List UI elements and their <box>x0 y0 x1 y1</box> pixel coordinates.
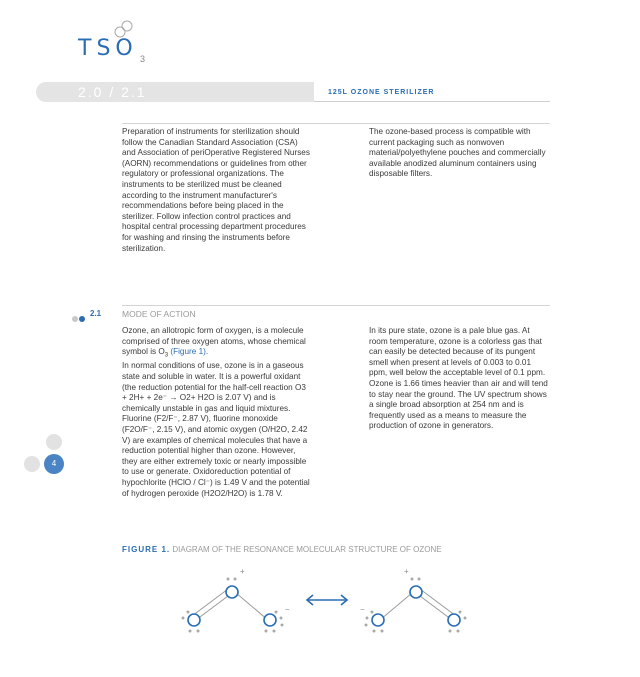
logo-subscript: 3 <box>140 54 146 64</box>
figure-caption <box>122 545 442 554</box>
page-dot <box>24 456 40 472</box>
plus-charge: + <box>404 567 409 576</box>
figure-title: DIAGRAM OF THE RESONANCE MOLECULAR STRUCTURE OF OZONE <box>172 545 442 554</box>
paragraph-text: In normal conditions of use, ozone is in a gaseous state and soluble in water. It is a powerful oxidant (the reduction potential for the half-cell reaction O3 + 2H+ + 2e⁻ → O2+ H2O is 2.07 V) and is chemically unstable in gas and liquid mixtures. Fluorine (F2/F⁻, 2.87 V), fluorine monoxide (F2O/F⁻, 2.15 V), and atomic oxygen (O/H2O, 2.42 V) are examples of chemical molecules that have a reduction potential higher than ozone. However, they are either extremely toxic or nearly impossible to use or generate. Oxidoreduction potential of hypochlorite (HClO / Cl⁻) is 1.49 V and the potential of hydrogen peroxide (H2O2/H2O) is 1.78 V. <box>122 361 310 498</box>
paragraph-text: Ozone, an allotropic form of oxygen, is a molecule comprised of three oxygen atoms, whose chemical symbol is O <box>122 326 306 357</box>
bullet-dot-icon <box>72 316 78 322</box>
section-divider <box>122 305 550 306</box>
paragraph-text: . <box>205 347 209 357</box>
ozone-resonance-diagram <box>170 562 470 638</box>
resonance-arrow-icon <box>307 595 347 605</box>
mode-of-action-right-column: In its pure state, ozone is a pale blue gas. At room temperature, ozone is a colorless gas that can easily be detected because of its pungent smell when present at levels of 0.003 to 0.01 ppm, well below the acceptable level of 0.1 ppm. Ozone is 1.66 times heavier than air and will tend to stay near the ground. The UV spectrum shows a single broad absorption at 254 nm and is frequently used as a means to measure the production of ozone in generators. <box>369 326 548 431</box>
header-rule <box>314 101 550 102</box>
section-title: MODE OF ACTION <box>122 309 196 319</box>
document-title: 125L OZONE STERILIZER <box>328 89 435 96</box>
ozone-structure-left <box>182 567 291 633</box>
figure-label: FIGURE 1. <box>122 545 171 554</box>
divider <box>122 123 550 124</box>
intro-left-paragraph: Preparation of instruments for sterilization should follow the Canadian Standard Association (CSA) and Association of periOperative Registered Nurses (AORN) recommendations or guidelines from other regulatory or professional organizations. The instruments to be sterilized must be cleaned according to the instrument manufacturer's recommendations before being placed in the sterilizer. Follow infection control practices and hospital central processing department procedures for washing and rinsing the instruments before sterilization. <box>122 127 310 253</box>
section-id: 2.1 <box>90 309 102 318</box>
bullet-dot-icon <box>79 316 85 322</box>
intro-right-paragraph: The ozone-based process is compatible with current packaging such as nonwoven material/polyethylene pouches and commercially available anodized aluminum containers using disposable filters. <box>369 127 546 179</box>
plus-charge: + <box>240 567 245 576</box>
page-number[interactable]: 4 <box>44 454 64 474</box>
logo <box>78 18 168 68</box>
minus-charge: − <box>360 605 365 614</box>
mode-of-action-left-column <box>122 326 312 499</box>
ozone-structure-right <box>360 567 467 633</box>
logo-text: TSO <box>78 36 138 61</box>
subscript: 3 <box>164 352 169 359</box>
section-numbers: 2.0 / 2.1 <box>78 84 147 100</box>
figure-link[interactable]: (Figure 1) <box>170 347 206 357</box>
section-bullet <box>72 309 86 327</box>
minus-charge: − <box>285 605 290 614</box>
page-dot <box>46 434 62 450</box>
